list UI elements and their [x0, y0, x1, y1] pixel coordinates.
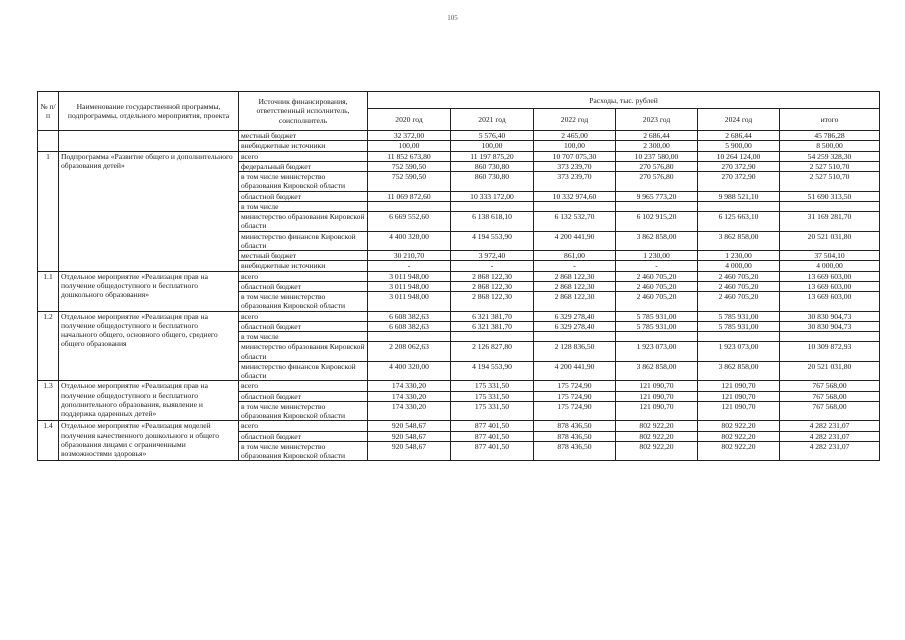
- page-number: 105: [447, 14, 458, 22]
- value-year-2022: 175 724,90: [534, 381, 616, 391]
- value-year-2021: -: [451, 261, 534, 271]
- table-row: [38, 311, 880, 321]
- funding-source: местный бюджет: [239, 251, 368, 261]
- value-year-2023: 3 862 858,00: [616, 231, 698, 251]
- value-year-2020: 3 011 948,00: [368, 292, 451, 312]
- value-year-2020: 752 590,50: [368, 161, 451, 171]
- value-year-2020: 752 590,50: [368, 172, 451, 192]
- value-year-2022: 10 707 075,30: [534, 151, 616, 161]
- value-year-2024: 121 090,70: [698, 381, 780, 391]
- budget-table: [37, 91, 880, 461]
- value-year-2022: -: [534, 261, 616, 271]
- value-total: 767 568,00: [780, 401, 880, 421]
- value-year-2023: 2 460 705,20: [616, 292, 698, 312]
- value-year-2024: 4 000,00: [698, 261, 780, 271]
- funding-source: местный бюджет: [239, 131, 368, 141]
- row-index: 1.2: [38, 311, 59, 381]
- program-name: Отдельное мероприятие «Реализация прав на получение общедоступного и бесплатного начального общего, основного общего, среднего общего образования: [59, 311, 239, 381]
- value-year-2020: 2 208 062,63: [368, 342, 451, 362]
- funding-source: внебюджетные источники: [239, 141, 368, 151]
- value-year-2023: 2 460 705,20: [616, 281, 698, 291]
- value-year-2021: 2 868 122,30: [451, 271, 534, 281]
- value-year-2022: 2 868 122,30: [534, 271, 616, 281]
- table-row: [38, 271, 880, 281]
- value-year-2022: 878 436,50: [534, 431, 616, 441]
- value-year-2024: 9 988 521,10: [698, 191, 780, 201]
- funding-source: всего: [239, 151, 368, 161]
- funding-source: областной бюджет: [239, 321, 368, 331]
- value-year-2022: 6 329 278,40: [534, 311, 616, 321]
- value-year-2022: [534, 332, 616, 342]
- value-year-2021: 4 194 553,90: [451, 231, 534, 251]
- value-year-2022: 4 200 441,90: [534, 361, 616, 381]
- value-year-2022: 2 465,00: [534, 131, 616, 141]
- value-total: 13 669 603,00: [780, 271, 880, 281]
- value-year-2024: 121 090,70: [698, 391, 780, 401]
- funding-source: областной бюджет: [239, 191, 368, 201]
- value-year-2020: 920 548,67: [368, 431, 451, 441]
- value-year-2021: 860 730,80: [451, 172, 534, 192]
- header-year-2022: 2022 год: [534, 109, 616, 131]
- value-year-2022: [534, 201, 616, 211]
- value-year-2021: 2 868 122,30: [451, 281, 534, 291]
- program-name: Отдельное мероприятие «Реализация моделей получения качественного дошкольного и общего образования лицами с ограниченными возможностями здоровья»: [59, 421, 239, 461]
- value-year-2024: 2 460 705,20: [698, 271, 780, 281]
- value-year-2024: 3 862 858,00: [698, 361, 780, 381]
- value-total: 30 830 904,73: [780, 321, 880, 331]
- value-year-2022: 2 868 122,30: [534, 292, 616, 312]
- value-year-2022: 878 436,50: [534, 441, 616, 461]
- value-year-2020: 100,00: [368, 141, 451, 151]
- value-total: 37 504,10: [780, 251, 880, 261]
- value-year-2021: 175 331,50: [451, 381, 534, 391]
- value-year-2020: [368, 201, 451, 211]
- value-year-2022: 2 868 122,30: [534, 281, 616, 291]
- value-total: 4 282 231,07: [780, 421, 880, 431]
- funding-source: в том числе министерство образования Кировской области: [239, 172, 368, 192]
- value-year-2021: 3 972,40: [451, 251, 534, 261]
- table-row: [38, 131, 880, 141]
- value-year-2023: 121 090,70: [616, 391, 698, 401]
- value-year-2021: 6 321 381,70: [451, 311, 534, 321]
- row-index: 1.3: [38, 381, 59, 421]
- value-total: 31 169 281,70: [780, 212, 880, 232]
- table-row: [38, 421, 880, 431]
- value-year-2023: 1 923 073,00: [616, 342, 698, 362]
- value-year-2020: 6 608 382,63: [368, 311, 451, 321]
- row-index: 1.4: [38, 421, 59, 461]
- header-name: Наименование государственной программы, подпрограммы, отдельного мероприятия, проекта: [59, 92, 239, 131]
- value-year-2024: [698, 201, 780, 211]
- value-year-2020: 30 210,70: [368, 251, 451, 261]
- value-year-2020: 920 548,67: [368, 421, 451, 431]
- budget-body: [38, 131, 880, 461]
- header-source: Источник финансирования, ответственный исполнитель, соисполнитель: [239, 92, 368, 131]
- value-year-2023: 270 576,80: [616, 161, 698, 171]
- value-year-2023: 2 460 705,20: [616, 271, 698, 281]
- value-total: 8 500,00: [780, 141, 880, 151]
- value-year-2022: 861,00: [534, 251, 616, 261]
- value-year-2022: 6 329 278,40: [534, 321, 616, 331]
- value-year-2020: 6 669 552,60: [368, 212, 451, 232]
- value-year-2022: 6 132 532,70: [534, 212, 616, 232]
- funding-source: в том числе: [239, 332, 368, 342]
- value-year-2023: 9 965 773,20: [616, 191, 698, 201]
- value-year-2023: 3 862 858,00: [616, 361, 698, 381]
- value-year-2021: [451, 201, 534, 211]
- value-year-2021: 877 401,50: [451, 431, 534, 441]
- value-year-2023: 802 922,20: [616, 421, 698, 431]
- value-year-2021: 6 321 381,70: [451, 321, 534, 331]
- value-year-2020: 3 011 948,00: [368, 271, 451, 281]
- value-total: 51 690 313,50: [780, 191, 880, 201]
- value-year-2024: 10 264 124,00: [698, 151, 780, 161]
- value-year-2023: 5 785 931,00: [616, 311, 698, 321]
- value-year-2020: 174 330,20: [368, 381, 451, 391]
- header-year-2020: 2020 год: [368, 109, 451, 131]
- value-total: 20 521 031,80: [780, 231, 880, 251]
- row-index: [38, 131, 59, 152]
- value-year-2024: 270 372,90: [698, 172, 780, 192]
- value-year-2024: 2 686,44: [698, 131, 780, 141]
- value-year-2024: 802 922,20: [698, 421, 780, 431]
- value-year-2022: 373 239,70: [534, 172, 616, 192]
- value-year-2024: 2 460 705,20: [698, 292, 780, 312]
- funding-source: министерство финансов Кировской области: [239, 231, 368, 251]
- value-year-2021: 100,00: [451, 141, 534, 151]
- funding-source: областной бюджет: [239, 281, 368, 291]
- value-year-2021: 11 197 875,20: [451, 151, 534, 161]
- header-year-2023: 2023 год: [616, 109, 698, 131]
- funding-source: в том числе министерство образования Кировской области: [239, 401, 368, 421]
- value-year-2023: 2 300,00: [616, 141, 698, 151]
- row-index: 1.1: [38, 271, 59, 311]
- value-year-2023: -: [616, 261, 698, 271]
- funding-source: областной бюджет: [239, 431, 368, 441]
- value-year-2022: 175 724,90: [534, 391, 616, 401]
- value-total: 767 568,00: [780, 391, 880, 401]
- value-year-2023: [616, 332, 698, 342]
- value-year-2023: [616, 201, 698, 211]
- value-total: 2 527 510,70: [780, 161, 880, 171]
- value-year-2021: 5 576,40: [451, 131, 534, 141]
- value-year-2022: 373 239,70: [534, 161, 616, 171]
- value-year-2023: 1 230,00: [616, 251, 698, 261]
- value-total: 54 259 328,30: [780, 151, 880, 161]
- value-year-2023: 5 785 931,00: [616, 321, 698, 331]
- value-year-2021: 860 730,80: [451, 161, 534, 171]
- value-year-2024: 802 922,20: [698, 441, 780, 461]
- value-year-2024: 6 125 663,10: [698, 212, 780, 232]
- header-index: № п/п: [38, 92, 59, 131]
- value-year-2022: 10 332 974,60: [534, 191, 616, 201]
- value-year-2024: 5 785 931,00: [698, 311, 780, 321]
- value-year-2020: 32 372,00: [368, 131, 451, 141]
- value-year-2021: 10 333 172,00: [451, 191, 534, 201]
- value-year-2023: 802 922,20: [616, 431, 698, 441]
- value-total: 30 830 904,73: [780, 311, 880, 321]
- value-year-2024: 1 923 073,00: [698, 342, 780, 362]
- value-year-2020: -: [368, 261, 451, 271]
- funding-source: всего: [239, 421, 368, 431]
- value-year-2020: 11 852 673,80: [368, 151, 451, 161]
- value-total: 10 309 872,93: [780, 342, 880, 362]
- value-year-2024: 1 230,00: [698, 251, 780, 261]
- value-year-2020: 11 069 872,60: [368, 191, 451, 201]
- value-total: 4 282 231,07: [780, 431, 880, 441]
- funding-source: областной бюджет: [239, 391, 368, 401]
- value-year-2022: 2 128 836,50: [534, 342, 616, 362]
- value-year-2021: 2 126 827,80: [451, 342, 534, 362]
- program-name: Подпрограмма «Развитие общего и дополнительного образования детей»: [59, 151, 239, 271]
- value-year-2020: 174 330,20: [368, 391, 451, 401]
- value-total: 45 786,28: [780, 131, 880, 141]
- program-name: Отдельное мероприятие «Реализация прав на получение общедоступного и бесплатного дополнительного образования, выявление и поддержка одаренных детей»: [59, 381, 239, 421]
- value-year-2022: 175 724,90: [534, 401, 616, 421]
- value-year-2024: 121 090,70: [698, 401, 780, 421]
- value-year-2024: 2 460 705,20: [698, 281, 780, 291]
- funding-source: министерство образования Кировской области: [239, 212, 368, 232]
- value-year-2024: 5 785 931,00: [698, 321, 780, 331]
- value-year-2024: 270 372,90: [698, 161, 780, 171]
- value-year-2023: 2 686,44: [616, 131, 698, 141]
- value-year-2023: 121 090,70: [616, 401, 698, 421]
- program-name: [59, 131, 239, 152]
- value-total: 4 282 231,07: [780, 441, 880, 461]
- funding-source: всего: [239, 381, 368, 391]
- funding-source: в том числе: [239, 201, 368, 211]
- value-year-2021: 877 401,50: [451, 421, 534, 431]
- header-year-2021: 2021 год: [451, 109, 534, 131]
- value-year-2023: 270 576,80: [616, 172, 698, 192]
- value-year-2021: 2 868 122,30: [451, 292, 534, 312]
- value-year-2022: 100,00: [534, 141, 616, 151]
- value-year-2020: 4 400 320,00: [368, 231, 451, 251]
- value-total: [780, 332, 880, 342]
- value-year-2023: 121 090,70: [616, 381, 698, 391]
- value-year-2020: 920 548,67: [368, 441, 451, 461]
- value-year-2020: 174 330,20: [368, 401, 451, 421]
- value-total: 13 669 603,00: [780, 281, 880, 291]
- funding-source: федеральный бюджет: [239, 161, 368, 171]
- row-index: 1: [38, 151, 59, 271]
- value-year-2024: 5 900,00: [698, 141, 780, 151]
- funding-source: министерство образования Кировской области: [239, 342, 368, 362]
- value-year-2023: 6 102 915,20: [616, 212, 698, 232]
- value-year-2020: 6 608 382,63: [368, 321, 451, 331]
- value-year-2021: 175 331,50: [451, 391, 534, 401]
- value-year-2024: [698, 332, 780, 342]
- value-year-2021: 877 401,50: [451, 441, 534, 461]
- program-name: Отдельное мероприятие «Реализация прав на получение общедоступного и бесплатного дошкольного образования»: [59, 271, 239, 311]
- funding-source: министерство финансов Кировской области: [239, 361, 368, 381]
- value-year-2020: [368, 332, 451, 342]
- funding-source: всего: [239, 311, 368, 321]
- header-total: итого: [780, 109, 880, 131]
- value-total: [780, 201, 880, 211]
- table-row: [38, 381, 880, 391]
- value-year-2023: 802 922,20: [616, 441, 698, 461]
- value-total: 20 521 031,80: [780, 361, 880, 381]
- funding-source: внебюджетные источники: [239, 261, 368, 271]
- header-row: [38, 92, 880, 109]
- value-year-2020: 3 011 948,00: [368, 281, 451, 291]
- value-year-2021: 6 138 618,10: [451, 212, 534, 232]
- value-total: 13 669 603,00: [780, 292, 880, 312]
- value-year-2021: [451, 332, 534, 342]
- value-year-2024: 3 862 858,00: [698, 231, 780, 251]
- value-year-2022: 4 200 441,90: [534, 231, 616, 251]
- table-row: [38, 151, 880, 161]
- value-year-2024: 802 922,20: [698, 431, 780, 441]
- header-expenses: Расходы, тыс. рублей: [368, 92, 880, 109]
- funding-source: всего: [239, 271, 368, 281]
- value-year-2022: 878 436,50: [534, 421, 616, 431]
- value-year-2020: 4 400 320,00: [368, 361, 451, 381]
- value-year-2023: 10 237 580,00: [616, 151, 698, 161]
- funding-source: в том числе министерство образования Кировской области: [239, 292, 368, 312]
- header-year-2024: 2024 год: [698, 109, 780, 131]
- value-year-2021: 4 194 553,90: [451, 361, 534, 381]
- value-total: 2 527 510,70: [780, 172, 880, 192]
- value-total: 4 000,00: [780, 261, 880, 271]
- value-year-2021: 175 331,50: [451, 401, 534, 421]
- funding-source: в том числе министерство образования Кировской области: [239, 441, 368, 461]
- value-total: 767 568,00: [780, 381, 880, 391]
